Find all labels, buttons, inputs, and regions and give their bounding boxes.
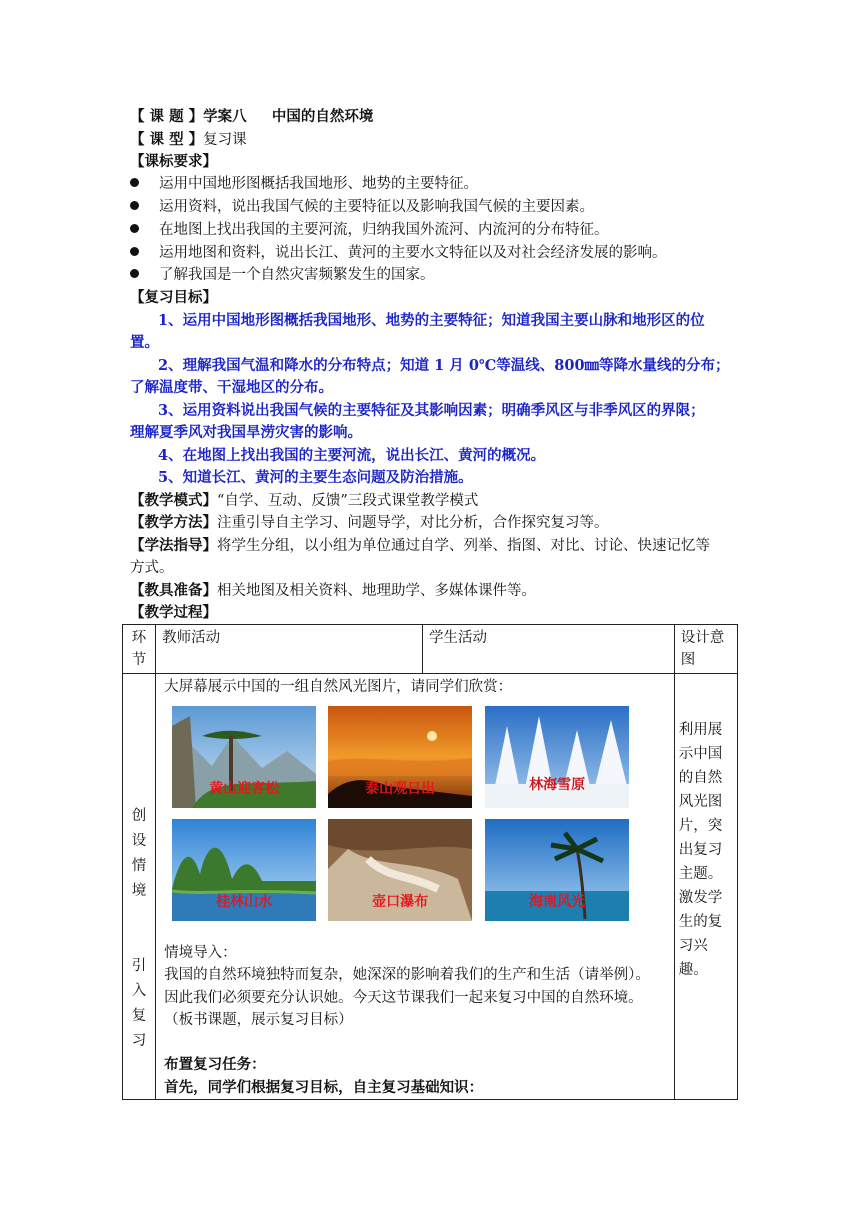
process-table (122, 624, 738, 1100)
task-title: 布置复习任务： (164, 1056, 266, 1073)
teaching-method: 【教学方法】注重引导自主学习、问题导学，对比分析，合作探究复习等。 (130, 514, 609, 531)
standard-item: 了解我国是一个自然灾害频繁发生的国家。 (130, 264, 435, 286)
lead-text-3: （板书课题，展示复习目标） (164, 1012, 353, 1028)
col-teacher-header: 教师活动 (156, 625, 423, 674)
process-heading: 【教学过程】 (130, 604, 217, 621)
bullet-icon (130, 201, 139, 210)
photo-caption: 海南风光 (529, 894, 586, 910)
bullet-icon (130, 269, 139, 278)
intro-line: 大屏幕展示中国的一组自然风光图片，请同学们欣赏： (164, 679, 513, 695)
photo-caption: 黄山迎客松 (209, 781, 280, 797)
photo-taishan (328, 706, 472, 808)
photo-hainan (485, 819, 629, 921)
photo-caption: 壶口瀑布 (372, 894, 429, 910)
type-tag: 【 课 型 】 (130, 131, 204, 148)
col-stage-header: 环节 (131, 630, 147, 668)
standard-item: 在地图上找出我国的主要河流，归纳我国外流河、内流河的分布特征。 (130, 219, 609, 241)
goal-3-cont: 理解夏季风对我国旱涝灾害的影响。 (130, 424, 362, 441)
standards-heading: 【课标要求】 (130, 153, 217, 170)
goal-1-cont: 置。 (130, 334, 159, 351)
study-guide-cont: 方式。 (130, 560, 174, 576)
task-text-1: 首先，同学们根据复习目标，自主复习基础知识： (164, 1079, 484, 1096)
topic-line (130, 106, 373, 128)
photo-guilin (172, 819, 316, 921)
topic-title: 学案八 中国的自然环境 (203, 108, 374, 125)
photo-snow-forest (485, 706, 629, 808)
photo-caption: 泰山观日出 (365, 781, 436, 797)
stage-label-b: 引入复习 (131, 958, 147, 1049)
goal-3: 3、运用资料说出我国气候的主要特征及其影响因素；明确季风区与非季风区的界限； (158, 402, 705, 419)
lead-text-2: 因此我们必须要充分认识她。今天这节课我们一起来复习中国的自然环境。 (164, 990, 643, 1006)
col-student-header: 学生活动 (422, 625, 674, 674)
lead-title: 情境导入： (164, 945, 237, 961)
design-intent: 利用展示中国的自然风光图片，突出复习主题。激发学生的复习兴趣。 (678, 722, 723, 978)
type-line (130, 129, 247, 151)
teaching-tools: 【教具准备】相关地图及相关资料、地理助学、多媒体课件等。 (130, 582, 536, 599)
goal-5: 5、知道长江、黄河的主要生态问题及防治措施。 (158, 469, 473, 486)
photo-hukou (328, 819, 472, 921)
standard-item: 运用中国地形图概括我国地形、地势的主要特征。 (130, 173, 478, 195)
goal-2-cont: 了解温度带、干湿地区的分布。 (130, 379, 333, 396)
standard-item: 运用地图和资料，说出长江、黄河的主要水文特征以及对社会经济发展的影响。 (130, 242, 667, 264)
bullet-icon (130, 178, 139, 187)
photo-caption: 林海雪原 (529, 777, 586, 793)
type-value: 复习课 (203, 132, 247, 148)
goals-heading: 【复习目标】 (130, 289, 217, 306)
table-header-row (123, 625, 738, 674)
col-design-header: 设计意图 (674, 625, 737, 674)
study-guide: 【学法指导】将学生分组，以小组为单位通过自学、列举、指图、对比、讨论、快速记忆等 (130, 537, 710, 554)
teaching-mode: 【教学模式】“自学、互动、反馈”三段式课堂教学模式 (130, 492, 479, 509)
goal-2: 2、理解我国气温和降水的分布特点；知道 1 月 0℃等温线、800㎜等降水量线的分布； (158, 357, 730, 374)
bullet-icon (130, 224, 139, 233)
goal-4: 4、在地图上找出我国的主要河流，说出长江、黄河的概况。 (158, 447, 546, 464)
topic-tag: 【 课 题 】 (130, 108, 204, 125)
stage-label-a: 创设情境 (131, 808, 147, 899)
goal-1: 1、运用中国地形图概括我国地形、地势的主要特征；知道我国主要山脉和地形区的位 (158, 312, 705, 329)
photo-caption: 桂林山水 (216, 894, 273, 910)
photo-huangshan (172, 706, 316, 808)
lead-text-1: 我国的自然环境独特而复杂，她深深的影响着我们的生产和生活（请举例）。 (164, 967, 650, 983)
bullet-icon (130, 247, 139, 256)
standard-item: 运用资料，说出我国气候的主要特征以及影响我国气候的主要因素。 (130, 196, 594, 218)
table-row (123, 674, 738, 1100)
